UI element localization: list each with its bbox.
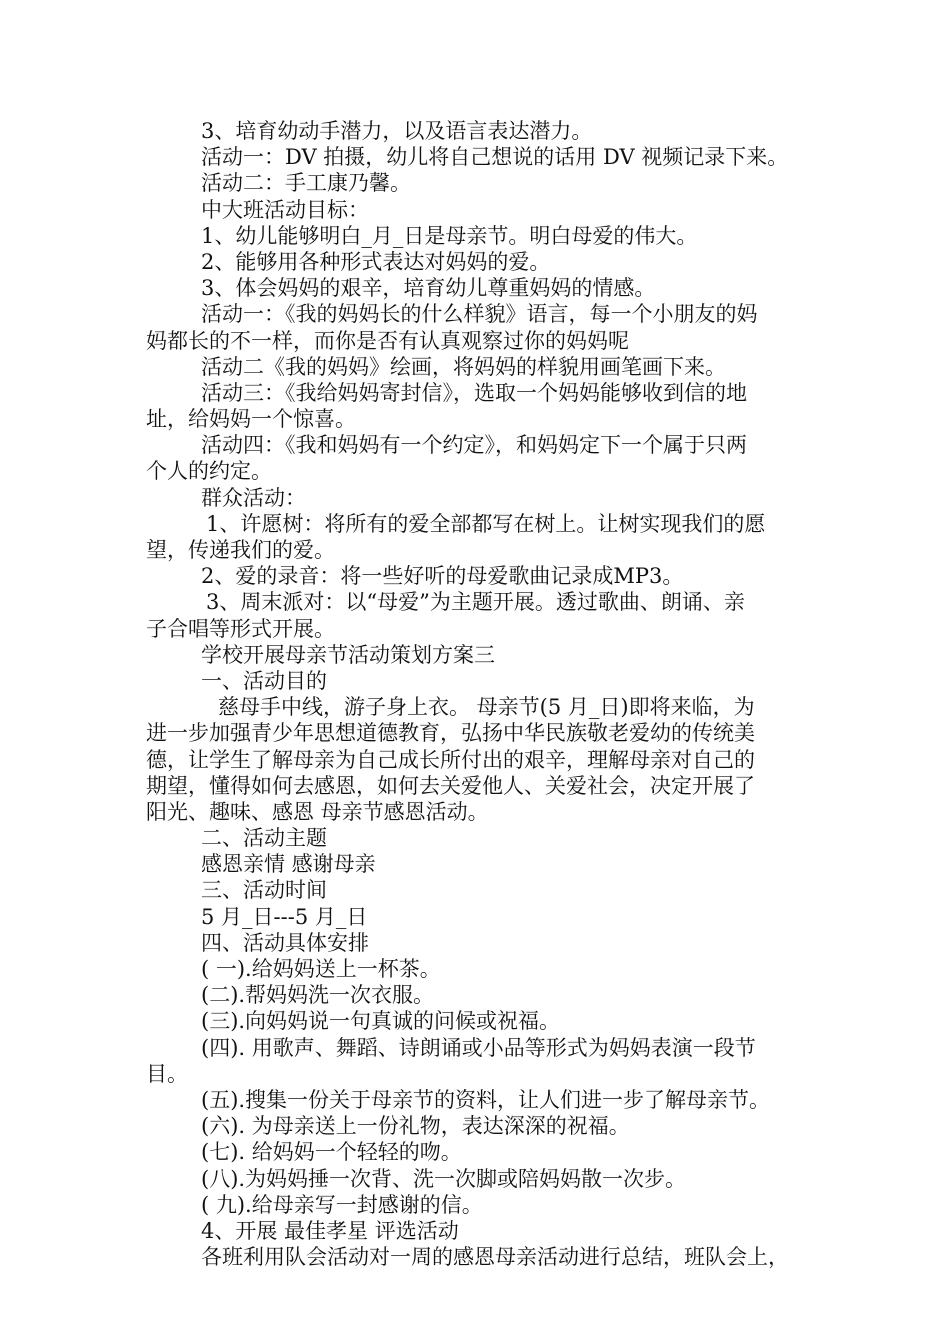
text-line: 活动四：《我和妈妈有一个约定》，和妈妈定下一个属于只两 <box>201 433 747 458</box>
text-line: 一、活动目的 <box>201 668 327 693</box>
text-line: 4、开展 最佳孝星 评选活动 <box>201 1218 459 1243</box>
text-line: 3、周末派对：以“母爱”为主题开展。透过歌曲、朗诵、亲 <box>206 590 745 615</box>
text-line: 1、幼儿能够明白_月_日是母亲节。明白母爱的伟大。 <box>201 223 698 248</box>
text-line: 学校开展母亲节活动策划方案三 <box>201 642 495 667</box>
text-line: 活动二《我的妈妈》绘画，将妈妈的样貌用画笔画下来。 <box>201 354 726 379</box>
text-line: (四). 用歌声、舞蹈、诗朗诵或小品等形式为妈妈表演一段节 <box>201 1035 756 1060</box>
text-line: 子合唱等形式开展。 <box>146 616 335 641</box>
text-line: 5 月_日---5 月_日 <box>201 904 368 929</box>
document-body <box>146 118 820 1270</box>
text-line: 个人的约定。 <box>146 459 272 484</box>
text-line: 各班利用队会活动对一周的感恩母亲活动进行总结，班队会上， <box>201 1245 789 1270</box>
text-line: 四、活动具体安排 <box>201 930 369 955</box>
text-line: 1、许愿树：将所有的爱全部都写在树上。让树实现我们的愿 <box>206 511 766 536</box>
text-line: ( 一).给妈妈送上一杯茶。 <box>201 957 441 981</box>
text-line: 期望，懂得如何去感恩，如何去关爱他人、关爱社会，决定开展了 <box>146 773 755 798</box>
text-line: 址，给妈妈一个惊喜。 <box>146 407 356 432</box>
text-line: 德，让学生了解母亲为自己成长所付出的艰辛，理解母亲对自己的 <box>146 747 755 772</box>
text-line: (二).帮妈妈洗一次衣服。 <box>201 983 435 1008</box>
text-line: 妈都长的不一样，而你是否有认真观察过你的妈妈呢 <box>146 328 629 353</box>
text-line: 2、能够用各种形式表达对妈妈的爱。 <box>201 249 551 274</box>
text-line: (五).搜集一份关于母亲节的资料，让人们进一步了解母亲节。 <box>201 1087 771 1112</box>
text-line: 3、培育幼动手潜力，以及语言表达潜力。 <box>201 119 593 143</box>
text-line: 感恩亲情 感谢母亲 <box>201 852 376 877</box>
text-line: 阳光、趣味、感恩 母亲节感恩活动。 <box>146 799 489 824</box>
text-line: 望，传递我们的爱。 <box>146 538 335 562</box>
text-line: 活动一：DV 拍摄，幼儿将自己想说的话用 DV 视频记录下来。 <box>201 145 789 170</box>
text-line: ( 九).给母亲写一封感谢的信。 <box>201 1192 483 1217</box>
text-line: 进一步加强青少年思想道德教育，弘扬中华民族敬老爱幼的传统美 <box>146 721 755 746</box>
text-line: (三).向妈妈说一句真诚的问候或祝福。 <box>201 1009 561 1034</box>
text-line: 活动三：《我给妈妈寄封信》，选取一个妈妈能够收到信的地 <box>201 380 747 405</box>
text-line: 群众活动： <box>201 485 306 510</box>
text-line: (七). 给妈妈一个轻轻的吻。 <box>201 1140 462 1165</box>
text-line: (八).为妈妈捶一次背、洗一次脚或陪妈妈散一次步。 <box>201 1166 687 1191</box>
text-line: 3、体会妈妈的艰辛，培育幼儿尊重妈妈的情感。 <box>201 276 656 301</box>
text-line: 慈母手中线，游子身上衣。 母亲节(5 月_日)即将来临，为 <box>218 695 755 720</box>
text-line: 三、活动时间 <box>201 878 327 903</box>
text-line: 2、爱的录音：将一些好听的母爱歌曲记录成MP3。 <box>201 564 684 589</box>
text-line: 二、活动主题 <box>201 826 327 851</box>
text-line: (六). 为母亲送上一份礼物，表达深深的祝福。 <box>201 1114 630 1139</box>
text-line: 活动一：《我的妈妈长的什么样貌》语言，每一个小朋友的妈 <box>201 302 758 327</box>
text-line: 中大班活动目标： <box>201 197 369 222</box>
text-line: 活动二：手工康乃馨。 <box>201 171 411 196</box>
text-line: 目。 <box>146 1061 188 1086</box>
